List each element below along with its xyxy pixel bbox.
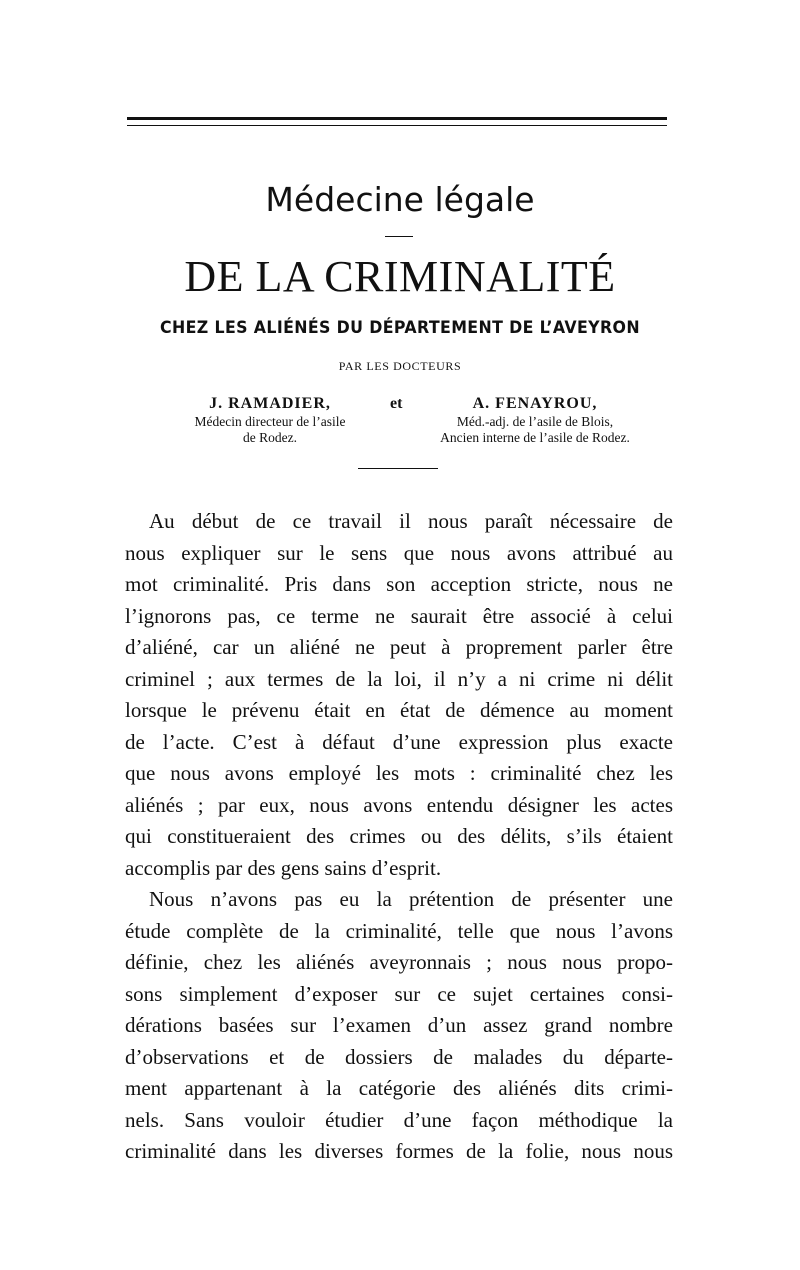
author-name: J. RAMADIER, <box>209 395 331 412</box>
text-line: nous expliquer sur le sens que nous avons attribué au <box>125 540 673 565</box>
article-title: DE LA CRIMINALITÉ <box>184 252 616 301</box>
author-affiliation-line: Médecin directeur de l’asile <box>194 414 346 429</box>
text-line: criminalité dans les diverses formes de la folie, nous nous <box>125 1139 673 1163</box>
author-affiliation-line: Ancien interne de l’asile de Rodez. <box>440 430 630 445</box>
text-line: accomplis par des gens sains d’esprit. <box>125 855 442 880</box>
top-double-rule <box>127 117 667 126</box>
text-line: ment appartenant à la catégorie des aliénés dits crimi- <box>125 1076 673 1100</box>
text-line: dérations basées sur l’examen d’un assez grand nombre <box>125 1013 673 1037</box>
text-line: Au début de ce travail il nous paraît nécessaire de <box>149 509 673 533</box>
article-subtitle: CHEZ LES ALIÉNÉS DU DÉPARTEMENT DE L’AVEYRON <box>160 318 640 338</box>
text-line: nels. Sans vouloir étudier d’une façon méthodique la <box>125 1107 673 1132</box>
text-line: de l’acte. C’est à défaut d’une expression plus exacte <box>125 729 673 754</box>
author-affiliation-line: Méd.-adj. de l’asile de Blois, <box>456 414 614 429</box>
author-ramadier <box>160 394 380 446</box>
author-conjunction: et <box>390 395 403 412</box>
header-divider-rule <box>358 468 438 469</box>
text-line: que nous avons employé les mots : criminalité chez les <box>125 761 673 785</box>
paragraph-2 <box>125 884 673 1168</box>
text-line: sons simplement d’exposer sur ce sujet certaines consi- <box>125 981 673 1006</box>
text-line: définie, chez les aliénés aveyronnais ; nous nous propo- <box>125 950 673 974</box>
text-line: lorsque le prévenu était en état de démence au moment <box>125 698 673 722</box>
text-line: Nous n’avons pas eu la prétention de présenter une <box>149 887 673 911</box>
text-line: mot criminalité. Pris dans son acception stricte, nous ne <box>125 572 673 596</box>
text-line: qui constitueraient des crimes ou des délits, s’ils étaient <box>125 824 673 848</box>
title-separator-dash <box>385 236 413 237</box>
text-line: criminel ; aux termes de la loi, il n’y a ni crime ni délit <box>125 666 673 691</box>
text-line: aliénés ; par eux, nous avons entendu désigner les actes <box>125 792 673 817</box>
author-affiliation-line: de Rodez. <box>243 430 297 445</box>
paragraph-1 <box>125 506 673 884</box>
byline-intro: PAR LES DOCTEURS <box>338 359 462 373</box>
text-line: étude complète de la criminalité, telle que nous l’avons <box>125 918 673 943</box>
text-line: l’ignorons pas, ce terme ne saurait être associé à celui <box>125 603 673 628</box>
author-fenayrou <box>410 394 660 446</box>
body-text <box>125 506 673 1168</box>
text-line: d’aliéné, car un aliéné ne peut à proprement parler être <box>125 635 673 659</box>
text-line: d’observations et de dossiers de malades du départe- <box>125 1044 673 1069</box>
author-name: A. FENAYROU, <box>472 395 598 412</box>
section-heading: Médecine légale <box>265 180 535 219</box>
